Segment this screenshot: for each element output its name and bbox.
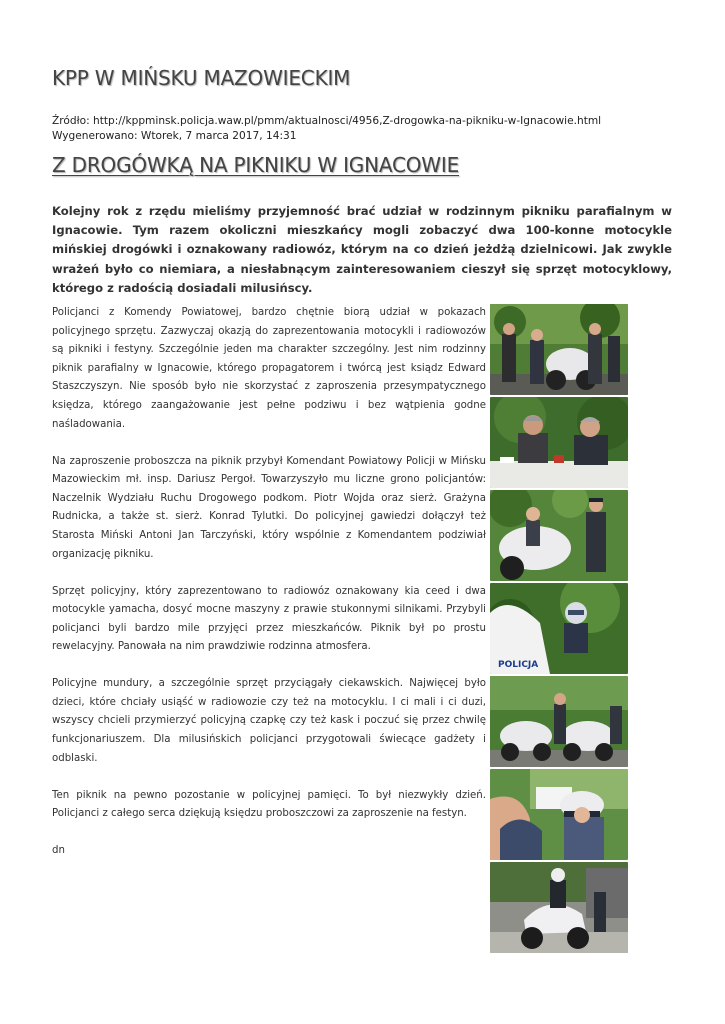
photo-children-with-helmet[interactable] (490, 769, 628, 860)
article-title: Z DROGÓWKĄ NA PIKNIKU W IGNACOWIE (52, 153, 460, 177)
photo-men-at-table[interactable] (490, 397, 628, 488)
photo-child-on-motorcycle[interactable] (490, 490, 628, 581)
article-paragraph: Policyjne mundury, a szczególnie sprzęt przyciągały ciekawskich. Najwięcej było dzieci, które chciały usiąść w radiowozie czy też na motocyklu. I ci mali i ci duzi, wszyscy chcieli przymierzyć policyjną czapkę czy też kask i poczuć się przez chwilę funkcjonariuszem. Dla milusińskich policjanci przygotowali świecące gadżety i odblaski. (52, 678, 486, 764)
article-paragraph: Sprzęt policyjny, który zaprezentowano to radiowóz oznakowany kia ceed i dwa motocykle yamacha, dosyć mocne maszyny z prawie stukonnymi silnikami. Przybyli policjanci byli bardzo mile przyjęci przez mieszkańców. Piknik był po prostu rewelacyjny. Panowała na nim prawdziwie rodzinna atmosfera. (52, 585, 486, 653)
photo-child-in-helmet[interactable] (490, 583, 628, 674)
source-url-line: Źródło: http://kppminsk.policja.waw.pl/pmm/aktualnosci/4956,Z-drogowka-na-pikniku-w-Ignacowie.html (52, 115, 602, 127)
site-title: KPP W MIŃSKU MAZOWIECKIM (52, 66, 351, 90)
photo-column (490, 304, 628, 955)
generated-date-line: Wygenerowano: Wtorek, 7 marca 2017, 14:31 (52, 129, 297, 142)
article-paragraph: Ten piknik na pewno pozostanie w policyjnej pamięci. To był niezwykły dzień. Policjanci z całego serca dziękują księdzu proboszczowi za zaproszenie na festyn. (52, 789, 486, 820)
svg-text:POLICJA: POLICJA (498, 660, 539, 670)
article-body (52, 304, 486, 879)
photo-officer-riding-motorcycle[interactable] (490, 862, 628, 953)
article-paragraph: Na zaproszenie proboszcza na piknik przybył Komendant Powiatowy Policji w Mińsku Mazowieckim mł. insp. Dariusz Pergoł. Towarzyszyło mu liczne grono policjantów: Naczelnik Wydziału Ruchu Drogowego podkom. Piotr Wojda oraz sierż. Grażyna Rudnicka, a także st. sierż. Konrad Tylutki. Do policyjnej gawiedzi dołączył też Starosta Miński Antoni Jan Tarczyński, który wspólnie z Komendantem podziwiał organizację pikniku. (52, 455, 486, 560)
article-signature: dn (52, 845, 65, 857)
source-meta (52, 114, 601, 143)
photo-officers-with-motorcycle[interactable] (490, 304, 628, 395)
photo-two-motorcycles[interactable] (490, 676, 628, 767)
article-lead: Kolejny rok z rzędu mieliśmy przyjemność brać udział w rodzinnym pikniku parafialnym w Ignacowie. Tym razem okoliczni mieszkańcy mogli zobaczyć dwa 100-konne motocykle mińskiej drogówki i oznakowany radiowóz, którym na co dzień jeżdżą dzielnicowi. Jak zwykle wrażeń było co niemiara, a niesłabnącym zainteresowaniem cieszył się sprzęt motocyklowy, którego z radością dosiadali milusińscy. (52, 204, 672, 295)
article-paragraph: Policjanci z Komendy Powiatowej, bardzo chętnie biorą udział w pokazach policyjnego sprzętu. Zazwyczaj okazją do zaprezentowania motocykli i radiowozów są pikniki i festyny. Szczególnie jeden ma charakter szczególny. Jest nim rodzinny piknik parafialny w Ignacowie, którego propagatorem i twórcą jest ksiądz Edward Staszczyszyn. Nie sposób było nie skorzystać z zaproszenia przesympatycznego księdza, którego zaangażowanie jest pełne podziwu i bez wątpienia godne naśladowania. (52, 307, 486, 430)
